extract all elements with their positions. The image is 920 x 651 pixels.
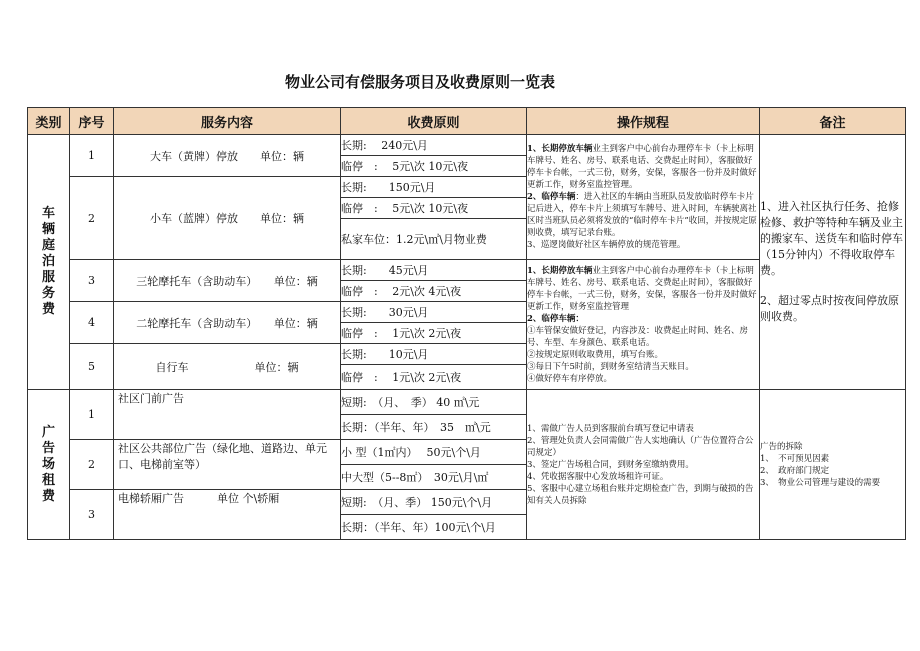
ops-item: 4、凭收据客服中心发放场租许可证。: [527, 471, 669, 482]
ops-item: 1、长期停放车辆业主到客户中心前台办理停车卡（卡上标明车牌号、姓名、房号、联系电话、交费起止时间），客服做好停车卡台帐，一式三份，财务，安保，客服各一份并及时做好更新工作，财务室监控管理: [527, 265, 757, 312]
page-title: 物业公司有偿服务项目及收费原则一览表: [284, 73, 555, 91]
fee-cell: 短期: （月、季） 150元\个\月: [341, 490, 527, 515]
note-cell-vehicle: [760, 135, 906, 390]
service-cell: 社区公共部位广告（绿化地、道路边、单元口、电梯前室等）: [114, 440, 341, 490]
note-cell-ads: [760, 390, 906, 540]
header-no: 序号: [70, 108, 114, 135]
row-number: 2: [70, 177, 114, 260]
note-item: 1、进入社区执行任务、抢修检修、救护等特种车辆及业主的搬家车、送货车和临时停车（15分钟内）不得收取停车费。: [760, 200, 903, 277]
service-cell: 电梯轿厢广告 单位 个\轿厢: [114, 490, 341, 540]
ops-item: 5、客服中心建立场租台账并定期检查广告，到期与破损的告知有关人员拆除: [527, 483, 754, 506]
row-number: 3: [70, 490, 114, 540]
row-number: 3: [70, 260, 114, 302]
header-row: [28, 108, 906, 135]
ops-item: 2、管理处负责人会同需做广告人实地确认（广告位置符合公司规定）: [527, 435, 754, 458]
table-row: [28, 135, 906, 156]
ops-item: 1、需做广告人员到客服前台填写登记申请表: [527, 423, 694, 434]
fee-cell: 长期: 45元\月: [341, 260, 527, 281]
category-cell: [28, 135, 70, 390]
ops-cell-vehicle-b: [527, 260, 760, 390]
row-number: 1: [70, 390, 114, 440]
header-service: 服务内容: [114, 108, 341, 135]
ops-cell-vehicle-a: [527, 135, 760, 260]
fee-table: [27, 107, 906, 540]
fee-cell: 临停 : 1元\次 2元\夜: [341, 365, 527, 390]
service-cell: 小车（蓝牌）停放 单位：辆: [114, 177, 341, 260]
fee-cell: 短期: （月、 季） 40 ㎡\元: [341, 390, 527, 415]
ops-cell-ads: [527, 390, 760, 540]
header-ops: 操作规程: [527, 108, 760, 135]
note-item: 3、 物业公司管理与建设的需要: [760, 477, 881, 488]
fee-cell: 临停 : 2元\次 4元\夜: [341, 281, 527, 302]
fee-cell: 中大型（5--8㎡） 30元\月\㎡: [341, 465, 527, 490]
ops-item: 1、长期停放车辆业主到客户中心前台办理停车卡（卡上标明车牌号、姓名、房号、联系电话、交费起止时间），客服做好停车卡台帐，一式三份，财务，安保，客服各一份并及时做好更新工作，财务室监控管理。: [527, 144, 757, 190]
service-cell: 自行车 单位：辆: [114, 344, 341, 390]
service-cell: 社区门前广告: [114, 390, 341, 440]
row-number: 2: [70, 440, 114, 490]
note-item: 2、超过零点时按夜间停放原则收费。: [760, 294, 899, 323]
ops-item: 3、巡逻岗做好社区车辆停放的规范管理。: [527, 240, 686, 250]
fee-cell: 长期: 150元\月: [341, 177, 527, 198]
fee-cell: 长期：（半年、年）100元\个\月: [341, 515, 527, 540]
fee-cell: 临停 : 1元\次 2元\夜: [341, 323, 527, 344]
fee-cell: 长期: 10元\月: [341, 344, 527, 365]
ops-item: ①车管保安做好登记，内容涉及：收费起止时间、姓名、房号、车型、车身颜色、联系电话。: [527, 325, 749, 348]
note-item: 广告的拆除: [760, 441, 803, 452]
row-number: 4: [70, 302, 114, 344]
fee-cell: 长期: 240元\月: [341, 135, 527, 156]
service-cell: 三轮摩托车（含助动车） 单位：辆: [114, 260, 341, 302]
header-category: 类别: [28, 108, 70, 135]
ops-item: 2、临停车辆：进入社区的车辆由当班队员发放临时停车卡片记后进入，停车卡片上须填写车牌号、进入时间，车辆驶离社区时当班队员必须将发放的“临时停车卡片”收回，并按规定原则收费，填写记录台账。: [527, 192, 757, 238]
category-label: 车辆庭泊服务费: [41, 206, 55, 317]
fee-cell: 小 型（1㎡内） 50元\个\月: [341, 440, 527, 465]
header-fee: 收费原则: [341, 108, 527, 135]
note-item: 2、 政府部门规定: [760, 465, 830, 476]
fee-cell: 长期：（半年、年） 35 ㎡\元: [341, 415, 527, 440]
fee-cell: 私家车位：1.2元\㎡\月物业费: [341, 219, 527, 260]
note-item: 1、 不可预见因素: [760, 453, 830, 464]
ops-item: ④做好停车有序停放。: [527, 373, 613, 384]
fee-cell: 长期: 30元\月: [341, 302, 527, 323]
service-cell: 大车（黄牌）停放 单位：辆: [114, 135, 341, 177]
service-cell: 二轮摩托车（含助动车） 单位：辆: [114, 302, 341, 344]
ops-item: ②按规定原则收取费用，填写台账。: [527, 349, 664, 360]
fee-cell: 临停 : 5元\次 10元\夜: [341, 198, 527, 219]
ops-item: 3、签定广告场租合同，到财务室缴纳费用。: [527, 459, 694, 470]
ops-item: ③每日下午5时前，到财务室结清当天账目。: [527, 361, 694, 372]
table-row: [28, 390, 906, 415]
ops-item: 2、临停车辆：: [527, 313, 584, 324]
row-number: 5: [70, 344, 114, 390]
header-note: 备注: [760, 108, 906, 135]
fee-cell: 临停 : 5元\次 10元\夜: [341, 156, 527, 177]
category-cell: [28, 390, 70, 540]
row-number: 1: [70, 135, 114, 177]
category-label: 广告场租费: [41, 424, 55, 504]
